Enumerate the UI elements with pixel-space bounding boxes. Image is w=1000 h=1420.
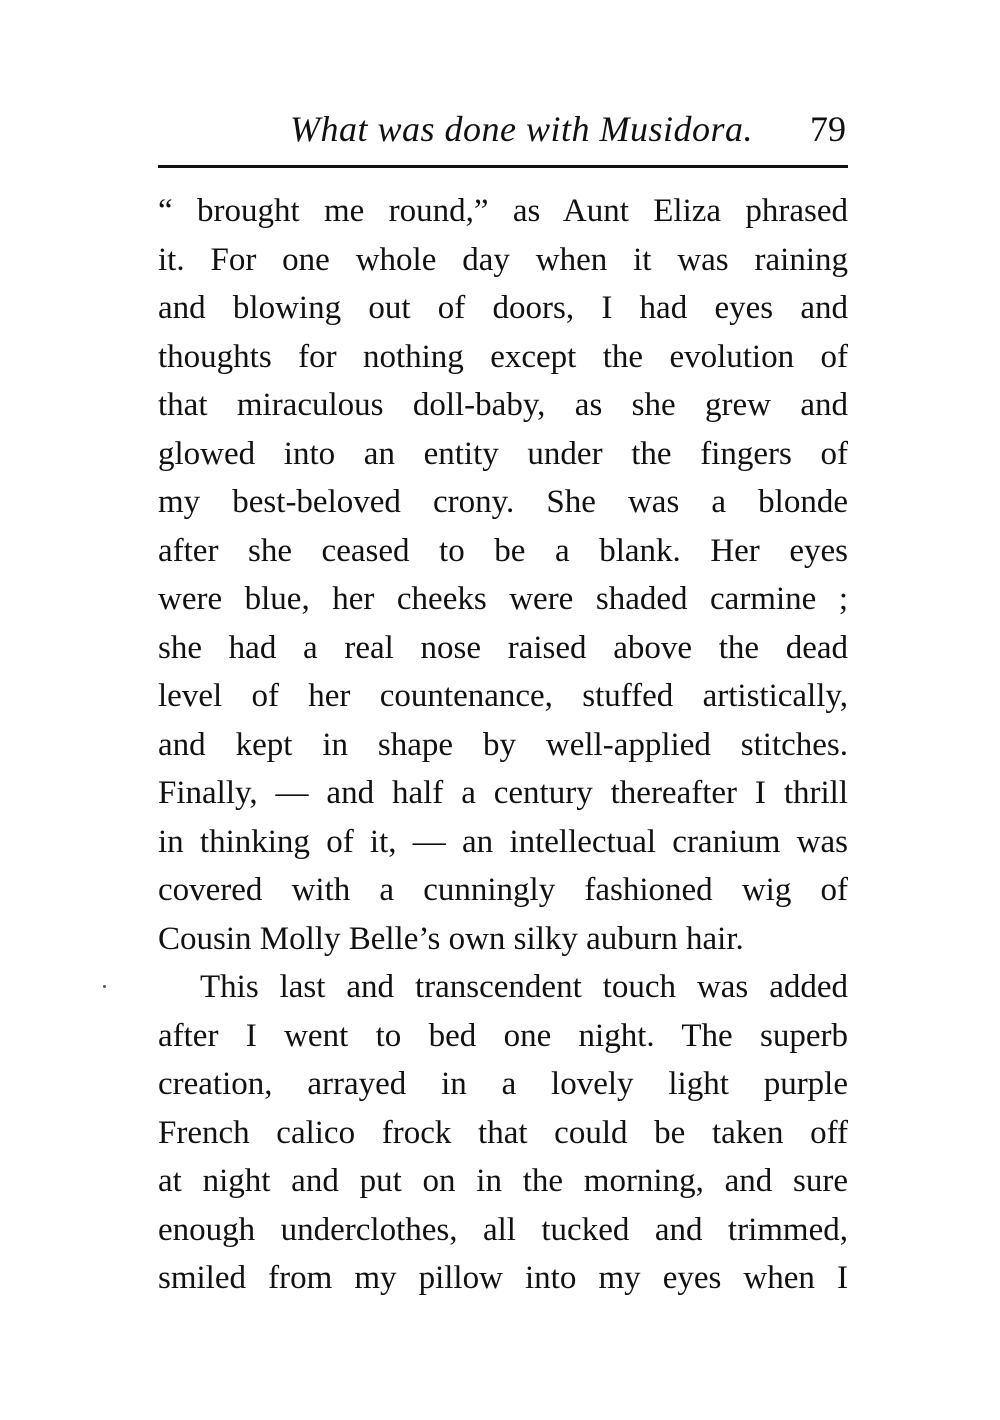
text-line: This last and transcendent touch was added: [200, 969, 848, 1005]
body-text: [158, 187, 848, 1303]
text-line: Finally, — and half a century thereafter I thrill: [158, 775, 848, 811]
paragraph-2: [158, 963, 848, 1303]
text-line: enough underclothes, all tucked and trimmed,: [158, 1211, 848, 1248]
margin-speck: [103, 985, 106, 988]
text-line: thoughts for nothing except the evolution of: [158, 338, 848, 375]
text-line: it. For one whole day when it was raining: [158, 241, 848, 278]
text-line: my best-beloved crony. She was a blonde: [158, 484, 848, 520]
text-line: and blowing out of doors, I had eyes and: [158, 290, 848, 326]
text-line: after I went to bed one night. The superb: [158, 1017, 848, 1054]
page-number: 79: [810, 109, 846, 149]
text-line: covered with a cunningly fashioned wig of: [158, 872, 848, 908]
paragraph-1: [158, 187, 848, 963]
running-title: What was done with Musidora.: [289, 109, 753, 149]
text-line: French calico frock that could be taken off: [158, 1114, 848, 1151]
text-line: Cousin Molly Belle’s own silky auburn hair.: [158, 920, 744, 957]
text-line: after she ceased to be a blank. Her eyes: [158, 532, 848, 569]
text-line: were blue, her cheeks were shaded carmine ;: [158, 581, 848, 617]
text-line: and kept in shape by well-applied stitches.: [158, 726, 848, 763]
text-line: “ brought me round,” as Aunt Eliza phrased: [158, 193, 848, 229]
text-line: she had a real nose raised above the dead: [158, 629, 848, 666]
text-line: in thinking of it, — an intellectual cranium was: [158, 823, 848, 860]
text-line: glowed into an entity under the fingers of: [158, 435, 848, 472]
running-head: [158, 108, 848, 158]
text-line: that miraculous doll-baby, as she grew and: [158, 387, 848, 423]
text-line: smiled from my pillow into my eyes when I: [158, 1260, 848, 1296]
header-rule: [158, 165, 848, 168]
text-line: level of her countenance, stuffed artistically,: [158, 678, 848, 714]
text-line: creation, arrayed in a lovely light purple: [158, 1066, 848, 1102]
text-line: at night and put on in the morning, and sure: [158, 1163, 848, 1199]
